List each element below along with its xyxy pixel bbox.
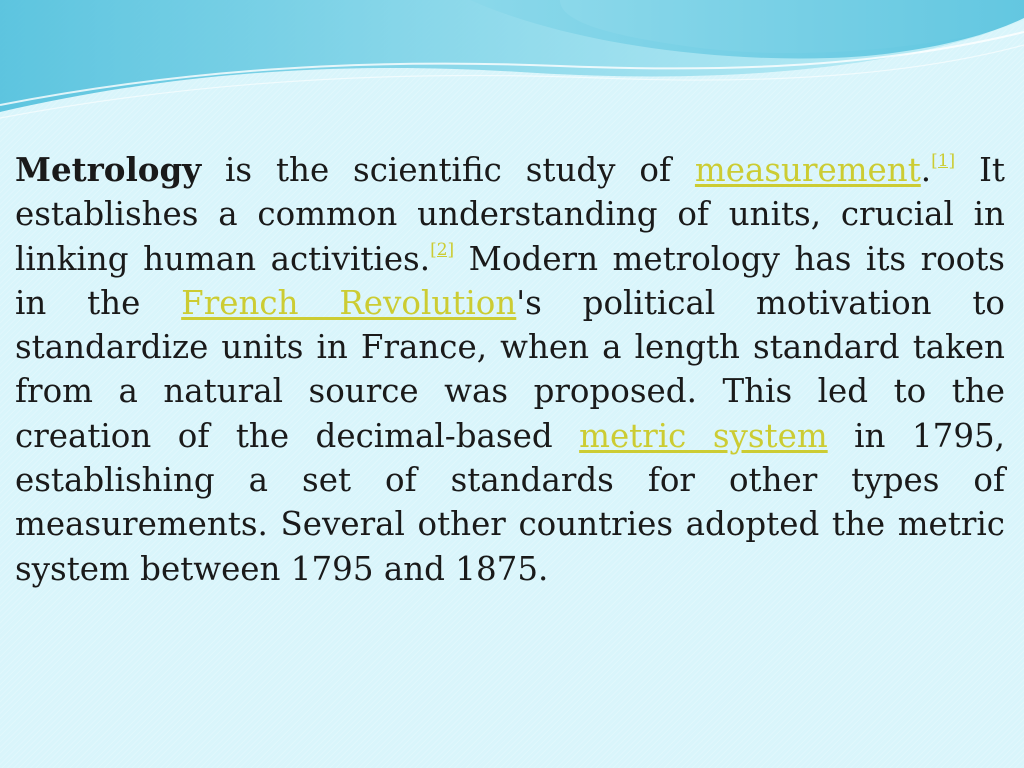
term-metrology: Metrology xyxy=(15,150,202,189)
header-wave-decoration xyxy=(0,0,1024,140)
text-segment: . xyxy=(920,151,932,189)
text-segment: 's political motivation to standardize units in France, when a length standard taken from a natural source was proposed. This led to the creation of the decimal-based xyxy=(15,283,1005,455)
text-segment: It establishes a common understanding of units, crucial in linking human activities. xyxy=(15,151,1005,278)
link-metric-system[interactable]: metric system xyxy=(579,416,828,455)
text-segment: Modern metrology has its roots in the xyxy=(15,239,1005,322)
text-segment: in 1795, establishing a set of standards for other types of measurements. Several other countries adopted the metric system between 1795 and 1875. xyxy=(15,416,1006,588)
link-measurement[interactable]: measurement xyxy=(694,151,921,189)
citation-2-link[interactable]: [2] xyxy=(430,239,455,260)
citation-1-link[interactable]: [1] xyxy=(931,151,956,171)
body-paragraph xyxy=(15,148,1005,591)
link-french-revolution[interactable]: French Revolution xyxy=(181,283,517,322)
text-segment: is the scientific study of xyxy=(201,151,695,189)
